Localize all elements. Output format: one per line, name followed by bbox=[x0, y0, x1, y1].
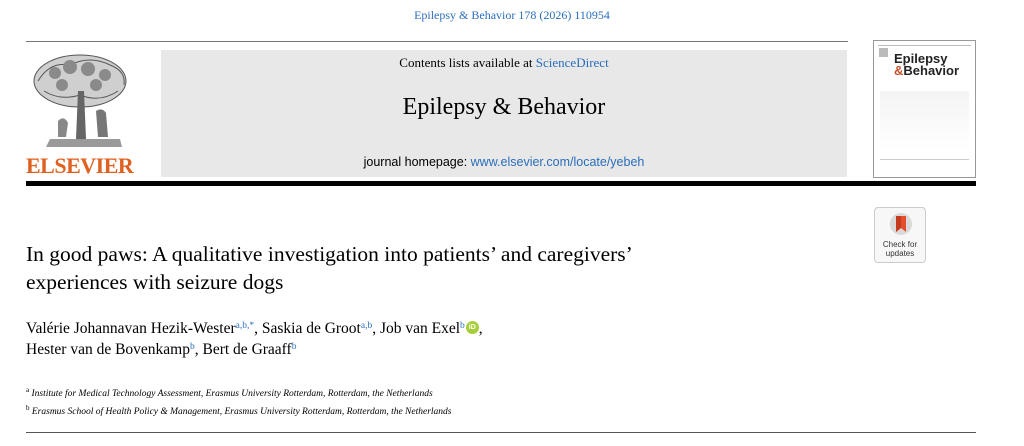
cover-emblem-icon bbox=[879, 48, 888, 57]
affiliation-text: Institute for Medical Technology Assessment, Erasmus University Rotterdam, Rotterdam, the Netherlands bbox=[31, 389, 433, 400]
bottom-divider bbox=[26, 432, 976, 433]
article-title-line2: experiences with seizure dogs bbox=[26, 270, 284, 294]
author-separator: , bbox=[478, 320, 483, 337]
elsevier-tree-icon bbox=[30, 51, 132, 153]
crossmark-icon bbox=[889, 212, 913, 238]
elsevier-logo[interactable] bbox=[26, 51, 136, 176]
affiliation-item bbox=[26, 383, 846, 401]
cover-artwork bbox=[880, 91, 969, 151]
author-line-2 bbox=[26, 339, 846, 360]
author-separator: , bbox=[372, 320, 380, 337]
orcid-icon[interactable]: iD bbox=[466, 321, 479, 334]
cover-top-strip bbox=[878, 45, 971, 50]
crossmark-label-line2: updates bbox=[885, 249, 915, 258]
author-affiliation-mark[interactable]: b bbox=[291, 342, 297, 352]
author-name[interactable]: Bert de Graaff bbox=[202, 341, 292, 358]
crossmark-label-line1: Check for bbox=[882, 240, 918, 249]
author-affiliation-mark[interactable]: a,b bbox=[360, 321, 373, 331]
journal-homepage-link[interactable]: www.elsevier.com/locate/yebeh bbox=[470, 155, 645, 169]
article-title bbox=[26, 240, 846, 296]
cover-title-line2: Behavior bbox=[903, 63, 960, 78]
cover-footer bbox=[880, 159, 969, 168]
contents-line bbox=[161, 55, 847, 71]
author-separator: , bbox=[194, 341, 203, 358]
affiliation-text: Erasmus School of Health Policy & Management, Erasmus University Rotterdam, Rotterdam, the Netherlands bbox=[31, 407, 452, 418]
journal-reference-link[interactable]: Epilepsy & Behavior 178 (2026) 110954 bbox=[414, 8, 610, 22]
contents-prefix: Contents lists available at bbox=[399, 55, 536, 70]
journal-name: Epilepsy & Behavior bbox=[402, 94, 606, 120]
affiliation-mark: b bbox=[26, 404, 30, 413]
sciencedirect-link[interactable]: ScienceDirect bbox=[535, 55, 609, 70]
header-thick-divider bbox=[26, 181, 976, 186]
cover-title bbox=[894, 53, 974, 77]
affiliation-mark: a bbox=[26, 386, 30, 394]
journal-header-box bbox=[161, 50, 847, 177]
author-list bbox=[26, 318, 846, 360]
affiliation-item bbox=[26, 401, 846, 419]
check-for-updates-button[interactable] bbox=[874, 207, 926, 263]
article-title-line1: In good paws: A qualitative investigation into patients’ and caregivers’ bbox=[26, 242, 633, 266]
author-line-1 bbox=[26, 318, 846, 339]
author-name[interactable]: Valérie Johannavan Hezik-Wester bbox=[26, 320, 236, 337]
crossmark-label bbox=[875, 240, 925, 258]
affiliations bbox=[26, 383, 846, 419]
journal-cover-thumbnail[interactable] bbox=[873, 40, 976, 178]
author-separator: , bbox=[254, 320, 262, 337]
top-divider bbox=[26, 41, 848, 42]
author-affiliation-mark[interactable]: b bbox=[190, 342, 195, 352]
homepage-prefix: journal homepage: bbox=[363, 155, 471, 169]
cover-title-amp: & bbox=[894, 63, 904, 78]
author-name[interactable]: Job van Exel bbox=[379, 320, 461, 337]
author-affiliation-mark[interactable]: a,b,* bbox=[235, 321, 255, 331]
cover-title-line1: Epilepsy bbox=[894, 51, 948, 66]
author-name[interactable]: Hester van de Bovenkamp bbox=[26, 341, 190, 358]
author-affiliation-mark[interactable]: b bbox=[460, 321, 465, 331]
author-name[interactable]: Saskia de Groot bbox=[261, 320, 361, 337]
homepage-line bbox=[161, 155, 847, 169]
elsevier-wordmark: ELSEVIER bbox=[26, 153, 134, 178]
